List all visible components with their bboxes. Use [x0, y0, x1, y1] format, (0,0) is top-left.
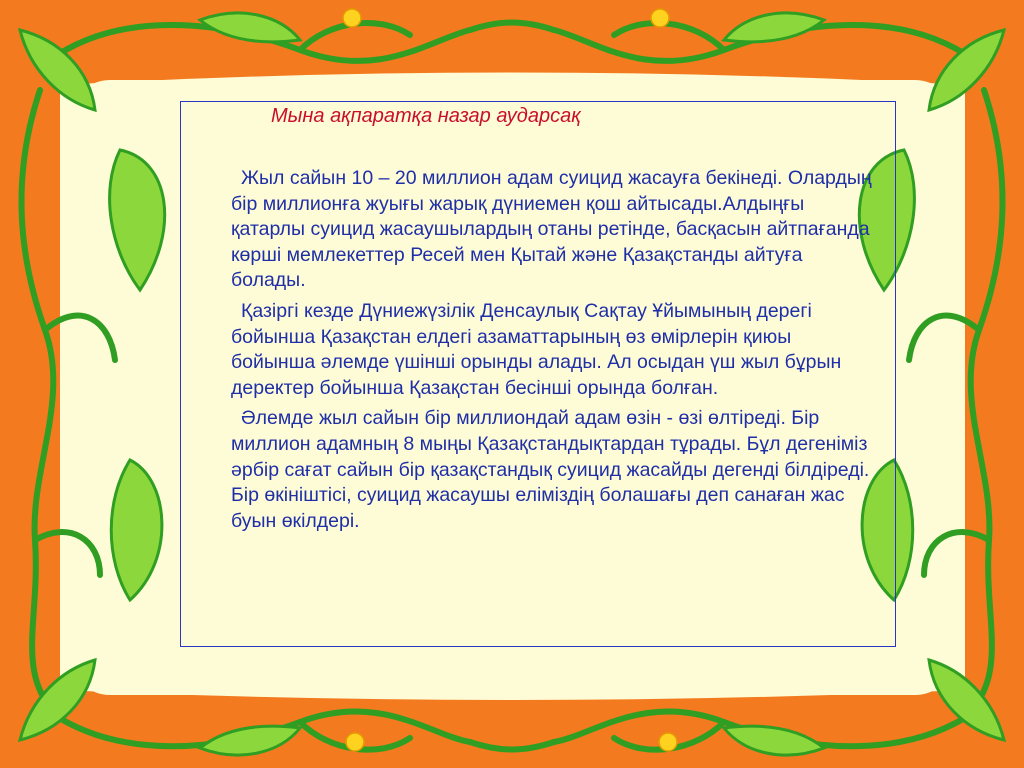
body-text — [231, 166, 879, 539]
leaf-icon — [200, 726, 300, 755]
slide-title: Мына ақпаратқа назар аударсақ — [271, 105, 581, 127]
top-vine-icon — [50, 23, 974, 61]
yellow-flower-icon — [343, 9, 361, 27]
yellow-flower-icon — [651, 9, 669, 27]
leaf-icon — [200, 13, 300, 42]
bottom-vine-icon — [50, 711, 974, 749]
paragraph-2: Қазіргі кезде Дүниежүзілік Денсаулық Сақтау Ұйымының дерегі бойынша Қазақстан елдегі азаматтарының өз өмірлерін қиюы бойынша әлемде үшінші орынды алады. Ал осыдан үш жыл бұрын деректер бойынша Қазақстан бесінші орында болған. — [231, 299, 842, 399]
paragraph-3: Әлемде жыл сайын бір миллиондай адам өзін - өзі өлтіреді. Бір миллион адамның 8 мыңы Қазақстандықтардан тұрады. Бұл дегеніміз әрбір сағат сайын бір қазақстандық суицид жасайды дегенді білдіреді. Бір өкініштісі, суицид жасаушы еліміздің болашағы деп санаған жас буын өкілдері. — [231, 407, 870, 532]
text-box — [180, 101, 896, 647]
leaf-icon — [724, 13, 824, 42]
leaf-icon — [724, 726, 824, 755]
yellow-flower-icon — [346, 733, 364, 751]
yellow-flower-icon — [659, 733, 677, 751]
paragraph-1: Жыл сайын 10 – 20 миллион адам суицид жасауға бекінеді. Олардың бір миллионға жуығы жарық дүниемен қош айтысады.Алдыңғы қатарлы суицид жасаушылардың отаны ретінде, басқасын айтпағанда көрші мемлекеттер Ресей мен Қытай және Қазақстанды айтуға болады. — [231, 167, 872, 292]
